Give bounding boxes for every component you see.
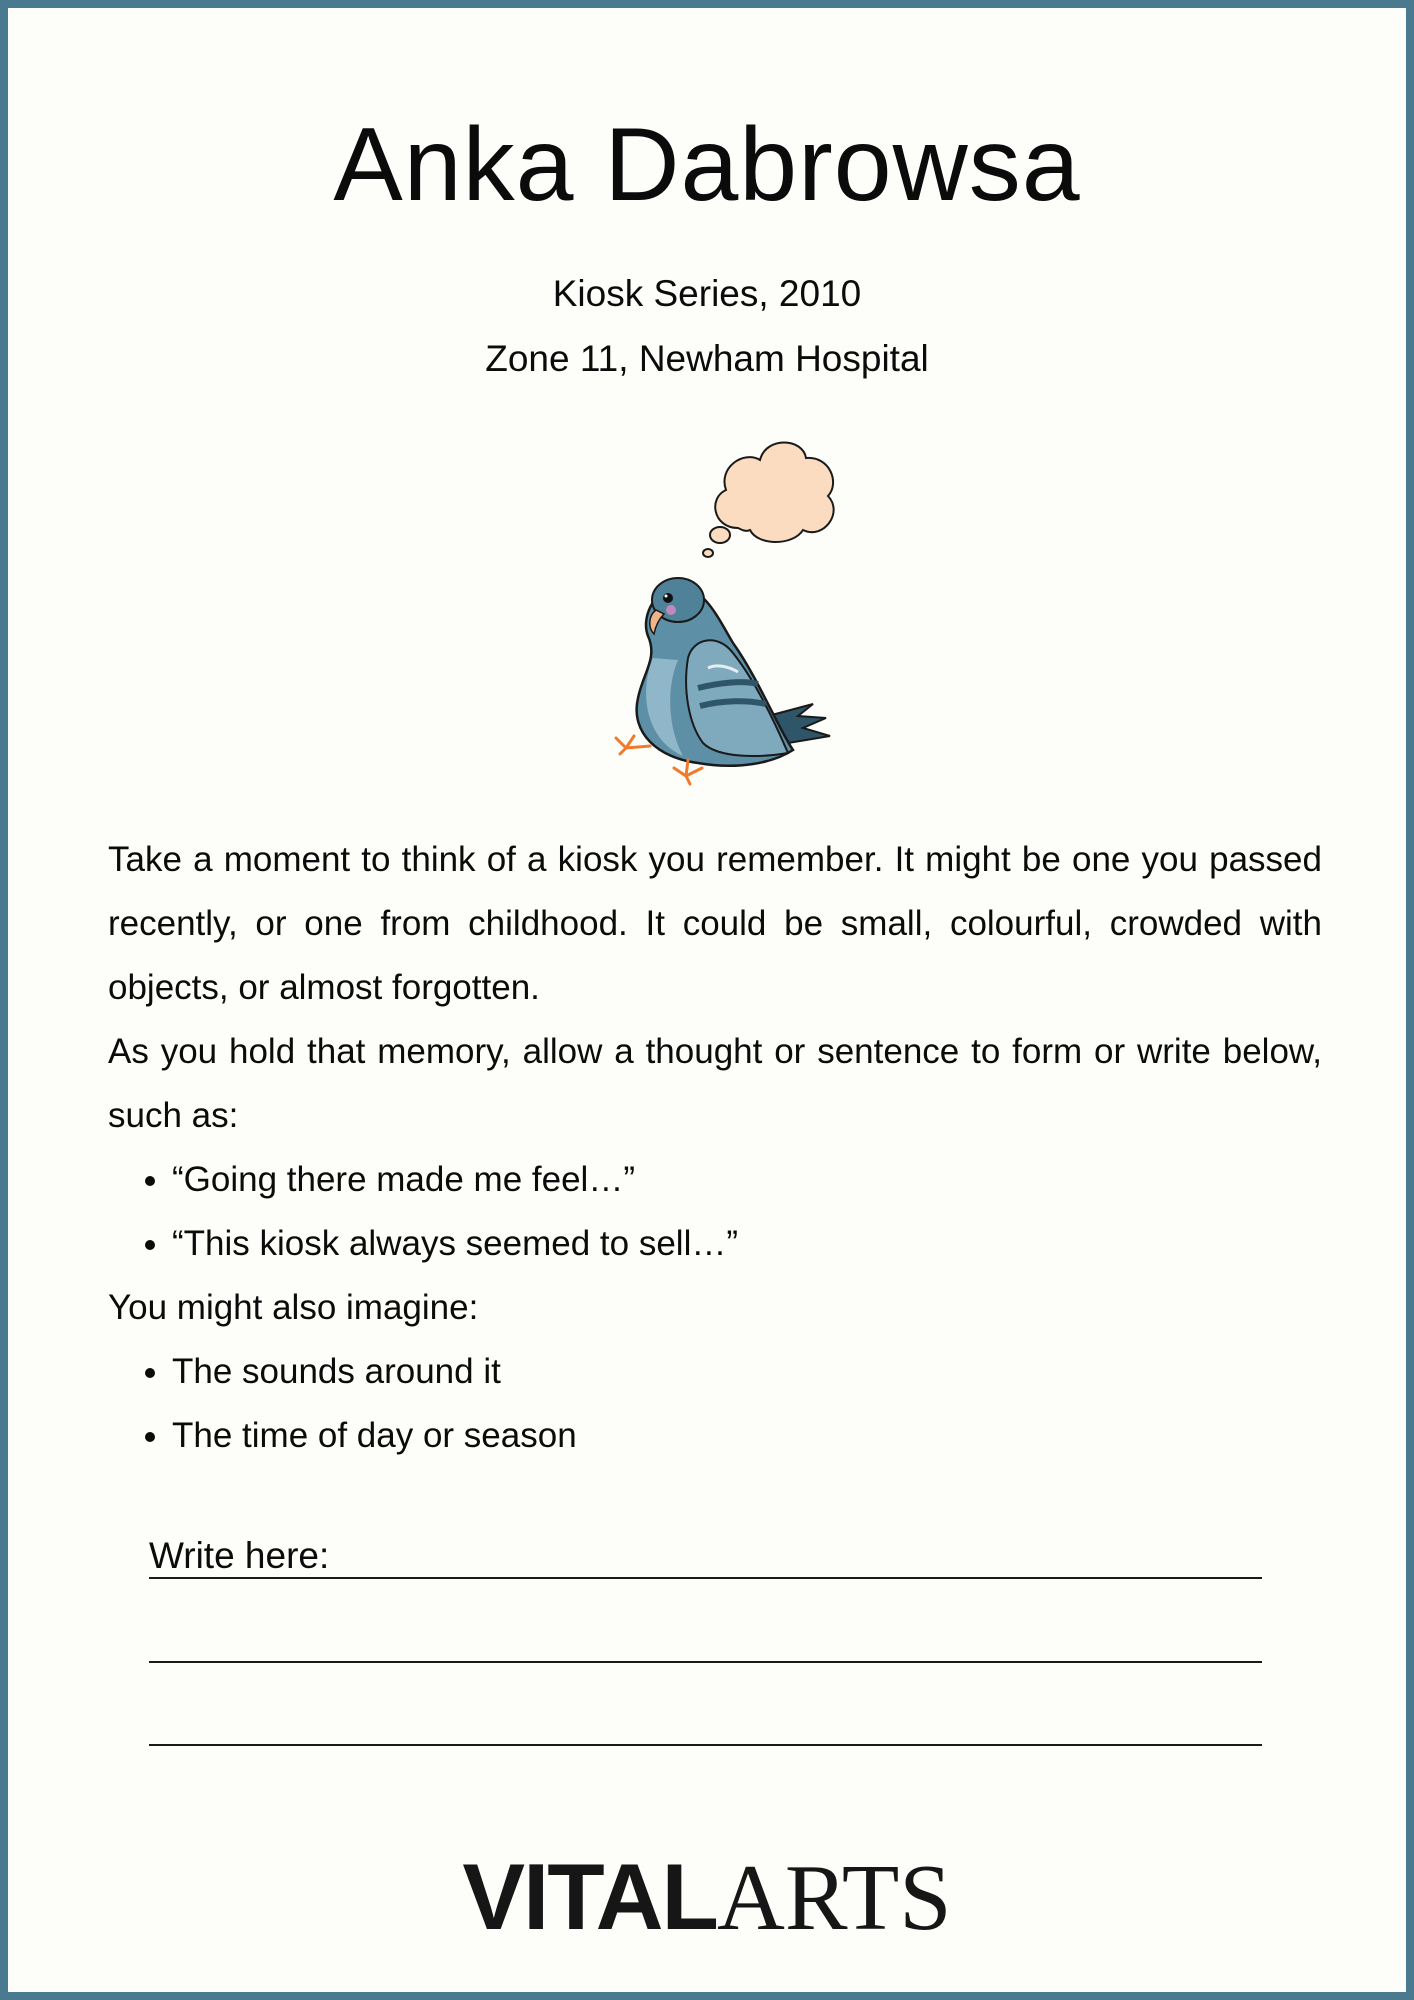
write-line[interactable] — [149, 1577, 1262, 1579]
list-item: • “This kiosk always seemed to sell…” — [172, 1212, 1322, 1276]
prompt-text — [108, 828, 1322, 1468]
prompt-paragraph-1: Take a moment to think of a kiosk you remember. It might be one you passed recently, or one from childhood. It could be small, colourful, crowded with objects, or almost forgotten. — [108, 840, 1322, 1007]
imagine-list — [108, 1340, 1322, 1468]
location-line: Zone 11, Newham Hospital — [485, 338, 929, 379]
thought-cloud-icon — [703, 443, 834, 558]
logo-part-arts: ARTS — [716, 1846, 952, 1950]
logo-part-vital: VITAL — [462, 1844, 717, 1949]
list-item: • The time of day or season — [172, 1404, 1322, 1468]
series-line: Kiosk Series, 2010 — [552, 273, 862, 314]
artist-name: Anka Dabrowsa — [333, 107, 1081, 223]
pigeon-thinking-illustration — [608, 428, 848, 788]
write-label: Write here: — [149, 1535, 330, 1576]
list-item: • The sounds around it — [172, 1340, 1322, 1404]
prompt-paragraph-2: As you hold that memory, allow a thought or sentence to form or write below, such as: — [108, 1032, 1322, 1135]
prompt-paragraph-3: You might also imagine: — [108, 1288, 479, 1327]
write-line[interactable] — [149, 1661, 1262, 1663]
list-item: • “Going there made me feel…” — [172, 1148, 1322, 1212]
write-line[interactable] — [149, 1744, 1262, 1746]
vital-arts-logo — [8, 1844, 1406, 1950]
examples-list — [108, 1148, 1322, 1276]
